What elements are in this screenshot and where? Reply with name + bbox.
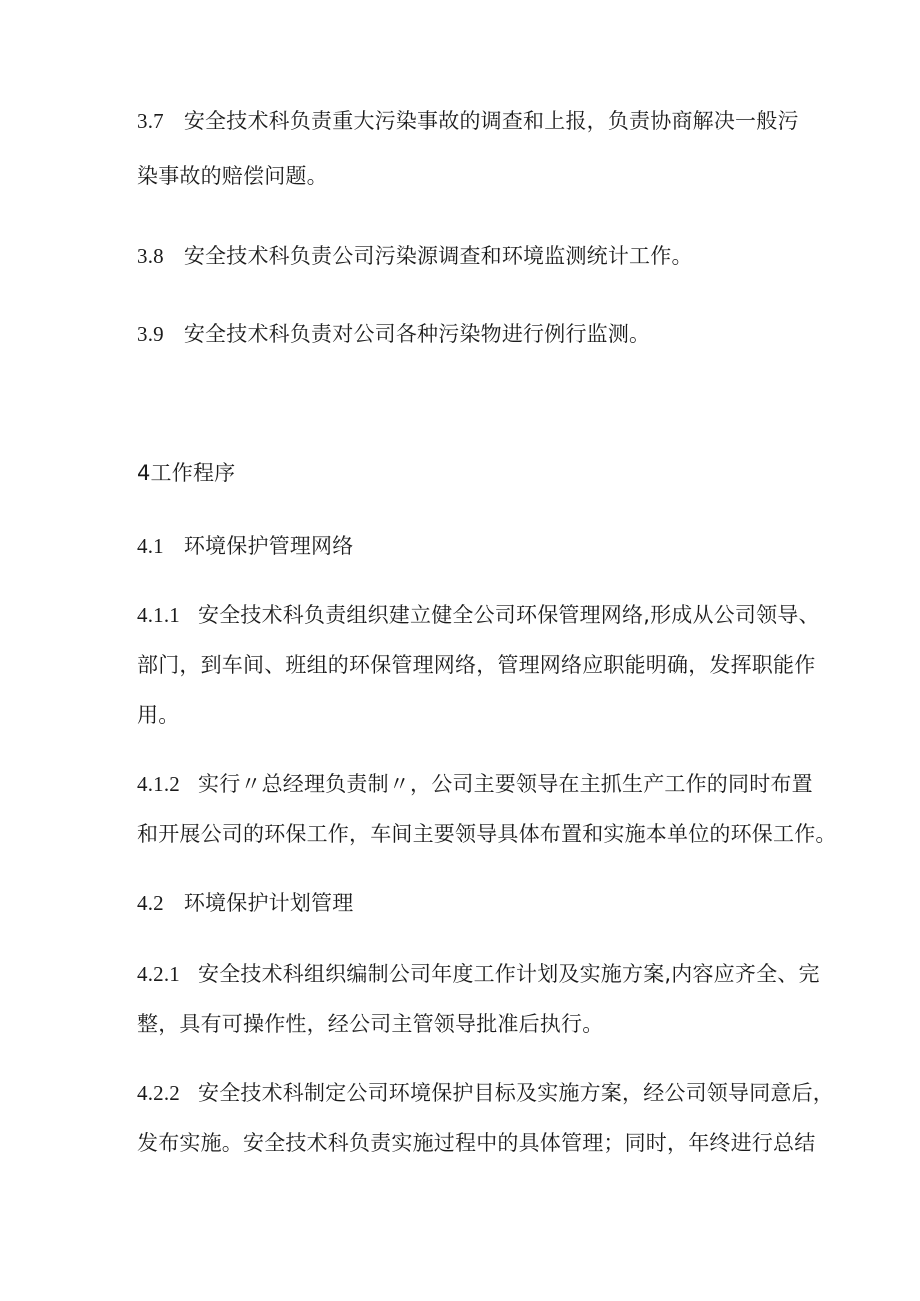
paragraph-3-7-line-1 xyxy=(137,107,799,135)
paragraph-text: 整，具有可操作性，经公司主管领导批准后执行。 xyxy=(137,1012,604,1036)
section-number: 4.2.1 xyxy=(137,962,180,986)
section-number: 3.7 xyxy=(137,109,164,133)
paragraph-3-9 xyxy=(137,320,650,348)
paragraph-text: 安全技术科负责重大污染事故的调查和上报，负责协商解决一般污 xyxy=(183,109,799,133)
paragraph-4-1-1-line-2 xyxy=(137,651,815,679)
section-number: 4.1.1 xyxy=(137,603,180,627)
paragraph-3-8 xyxy=(137,242,693,270)
paragraph-text: 安全技术科负责对公司各种污染物进行例行监测。 xyxy=(183,322,651,346)
paragraph-3-7-line-2 xyxy=(137,162,328,190)
paragraph-text: 安全技术科负责组织建立健全公司环保管理网络,形成从公司领导、 xyxy=(198,603,820,627)
section-number: 4.1 xyxy=(137,534,164,558)
paragraph-text: 部门，到车间、班组的环保管理网络，管理网络应职能明确，发挥职能作 xyxy=(137,653,816,677)
paragraph-4-2-2-line-2 xyxy=(137,1129,815,1157)
heading-text: 4工作程序 xyxy=(137,461,236,485)
paragraph-4-1-2-line-1 xyxy=(137,770,813,798)
section-number: 4.2 xyxy=(137,891,164,915)
section-number: 4.1.2 xyxy=(137,772,180,796)
paragraph-text: 染事故的赔偿问题。 xyxy=(137,164,328,188)
paragraph-4-2-2-line-1 xyxy=(137,1079,834,1107)
section-number: 3.8 xyxy=(137,244,164,268)
paragraph-4-1-1-line-3 xyxy=(137,701,179,729)
paragraph-4-2-1-line-2 xyxy=(137,1010,603,1038)
paragraph-text: 安全技术科负责公司污染源调查和环境监测统计工作。 xyxy=(183,244,693,268)
section-number: 3.9 xyxy=(137,322,164,346)
paragraph-4-1-1-line-1 xyxy=(137,601,820,629)
paragraph-text: 发布实施。安全技术科负责实施过程中的具体管理；同时，年终进行总结 xyxy=(137,1131,816,1155)
section-heading-4-1 xyxy=(137,532,353,560)
paragraph-4-2-1-line-1 xyxy=(137,960,820,988)
heading-text: 环境保护计划管理 xyxy=(183,891,354,915)
paragraph-text: 用。 xyxy=(137,703,180,727)
heading-text: 环境保护管理网络 xyxy=(183,534,354,558)
section-heading-4 xyxy=(137,459,235,487)
paragraph-text: 和开展公司的环保工作，车间主要领导具体布置和实施本单位的环保工作。 xyxy=(137,822,837,846)
paragraph-text: 实行〃总经理负责制〃，公司主要领导在主抓生产工作的同时布置 xyxy=(198,772,813,796)
paragraph-text: 安全技术科制定公司环境保护目标及实施方案，经公司领导同意后， xyxy=(198,1081,834,1105)
section-number: 4.2.2 xyxy=(137,1081,180,1105)
paragraph-4-1-2-line-2 xyxy=(137,820,837,848)
paragraph-text: 安全技术科组织编制公司年度工作计划及实施方案,内容应齐全、完 xyxy=(198,962,820,986)
section-heading-4-2 xyxy=(137,889,353,917)
